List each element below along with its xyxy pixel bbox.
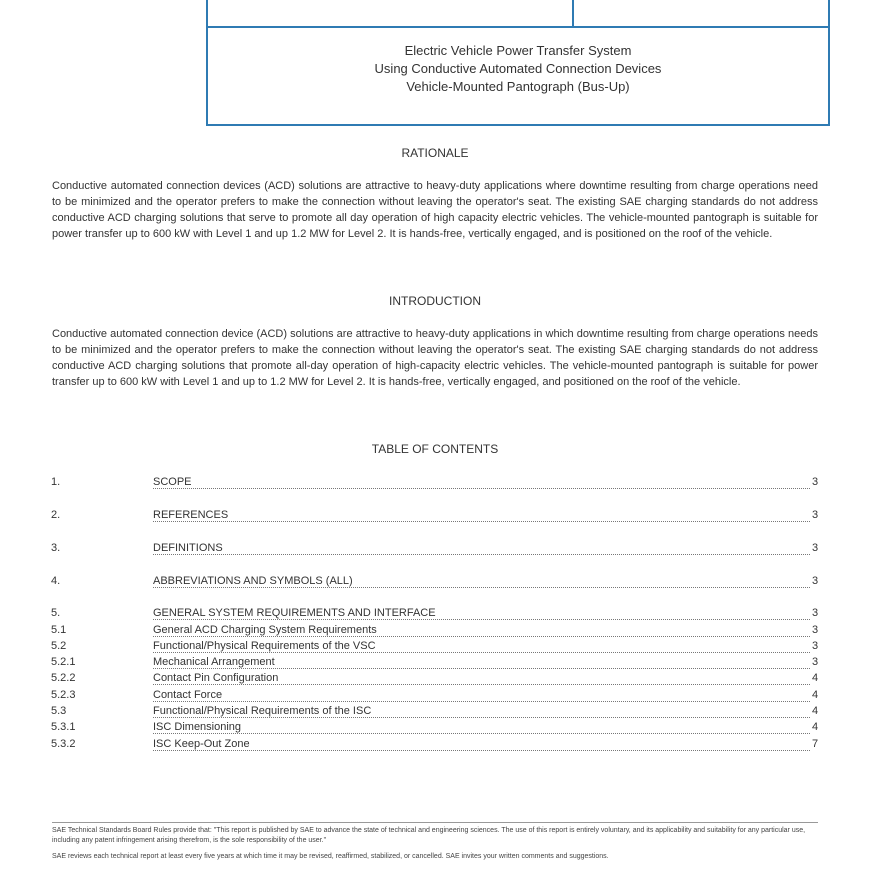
toc-entry-page: 4 (812, 705, 819, 717)
toc-entry-title: ISC Dimensioning (153, 721, 242, 733)
toc-entry-title: Contact Force (153, 689, 223, 701)
toc-entry-page: 3 (812, 542, 819, 554)
toc-entry-title: General ACD Charging System Requirements (153, 624, 377, 636)
toc-entry-number: 5.1 (51, 624, 67, 636)
toc-leader-dots (153, 750, 810, 751)
toc-entry-page: 4 (812, 689, 819, 701)
footer-notice: SAE Technical Standards Board Rules provide that: "This report is published by SAE to advance the state of technical and engineering sciences. The use of this report is entirely voluntary, and its applicability and suitability for any particular use, including any patent infringement arising therefrom, is the sole responsibility of the user." (52, 827, 806, 844)
footer-divider (52, 822, 818, 823)
toc-entry-title: Functional/Physical Requirements of the VSC (153, 640, 376, 652)
toc-leader-dots (153, 652, 810, 653)
footer-review-notice: SAE reviews each technical report at least every five years at which time it may be revised, reaffirmed, stabilized, or cancelled. SAE invites your written comments and suggestions. (52, 853, 609, 860)
toc-entry-number: 4. (51, 575, 61, 587)
toc-entry-number: 5.2.3 (51, 689, 76, 701)
toc-entry-title: Contact Pin Configuration (153, 672, 279, 684)
toc-leader-dots (153, 733, 810, 734)
rationale-heading: RATIONALE (401, 146, 469, 160)
toc-entry-page: 4 (812, 672, 819, 684)
toc-leader-dots (153, 488, 810, 489)
introduction-heading: INTRODUCTION (389, 294, 481, 308)
toc-leader-dots (153, 668, 810, 669)
toc-entry-number: 3. (51, 542, 61, 554)
toc-leader-dots (153, 684, 810, 685)
toc-entry-title: ISC Keep-Out Zone (153, 738, 250, 750)
toc-entry-title: Mechanical Arrangement (153, 656, 275, 668)
toc-entry-number: 5.2 (51, 640, 67, 652)
toc-entry-number: 5.2.1 (51, 656, 76, 668)
toc-entry-number: 2. (51, 509, 61, 521)
title-block-header-row (208, 0, 828, 28)
toc-leader-dots (153, 636, 810, 637)
toc-leader-dots (153, 521, 810, 522)
toc-leader-dots (153, 587, 810, 588)
toc-entry-page: 3 (812, 656, 819, 668)
toc-entry-title: GENERAL SYSTEM REQUIREMENTS AND INTERFACE (153, 607, 436, 619)
toc-entry-number: 5.3.1 (51, 721, 76, 733)
title-block (206, 0, 830, 126)
toc-entry-title: REFERENCES (153, 509, 229, 521)
toc-entry-title: DEFINITIONS (153, 542, 223, 554)
title-line: Electric Vehicle Power Transfer System (404, 43, 632, 58)
toc-entry-page: 3 (812, 476, 819, 488)
toc-entry-page: 3 (812, 640, 819, 652)
document-title (208, 42, 828, 96)
toc-entry-page: 7 (812, 738, 819, 750)
toc-heading: TABLE OF CONTENTS (371, 442, 499, 456)
toc-entry-page: 3 (812, 624, 819, 636)
title-line: Vehicle-Mounted Pantograph (Bus-Up) (406, 79, 630, 94)
title-line: Using Conductive Automated Connection Devices (374, 61, 662, 76)
rationale-text: Conductive automated connection devices (ACD) solutions are attractive to heavy-duty applications where downtime resulting from charge operations need to be minimized and the operator prefers to make the connection without leaving the operator's seat. The existing SAE charging standards do not address conductive ACD charging solutions that serve to promote all day operation of high capacity electric vehicles. The vehicle-mounted pantograph is suitable for power transfer up to 600 kW with Level 1 and up 1.2 MW for Level 2. It is hands-free, vertically engaged, and is positioned on the roof of the vehicle. (52, 180, 818, 240)
toc-entry-title: SCOPE (153, 476, 192, 488)
toc-entry-number: 1. (51, 476, 61, 488)
toc-entry-page: 3 (812, 607, 819, 619)
toc-entry-number: 5.3 (51, 705, 67, 717)
title-block-divider (572, 0, 574, 26)
toc-entry-title: ABBREVIATIONS AND SYMBOLS (ALL) (153, 575, 353, 587)
toc-leader-dots (153, 717, 810, 718)
toc-leader-dots (153, 554, 810, 555)
toc-entry-number: 5.2.2 (51, 672, 76, 684)
toc-entry-title: Functional/Physical Requirements of the ISC (153, 705, 372, 717)
introduction-text: Conductive automated connection device (ACD) solutions are attractive to heavy-duty applications in which downtime resulting from charge operations needs to be minimized and the operator prefers to make the connection without leaving the operator's seat. The existing SAE charging standards do not address conductive ACD charging solutions that promote all-day operation of high-capacity electric vehicles. The vehicle-mounted pantograph is suitable for power transfer up to 600 kW with Level 1 and up to 1.2 MW for Level 2. It is hands-free, vertically engaged, and positioned on the roof of the vehicle. (52, 328, 818, 388)
toc-entry-page: 3 (812, 509, 819, 521)
toc-entry-number: 5.3.2 (51, 738, 76, 750)
toc-entry-number: 5. (51, 607, 61, 619)
toc-entry-page: 3 (812, 575, 819, 587)
toc-leader-dots (153, 701, 810, 702)
toc-leader-dots (153, 619, 810, 620)
toc-entry-page: 4 (812, 721, 819, 733)
